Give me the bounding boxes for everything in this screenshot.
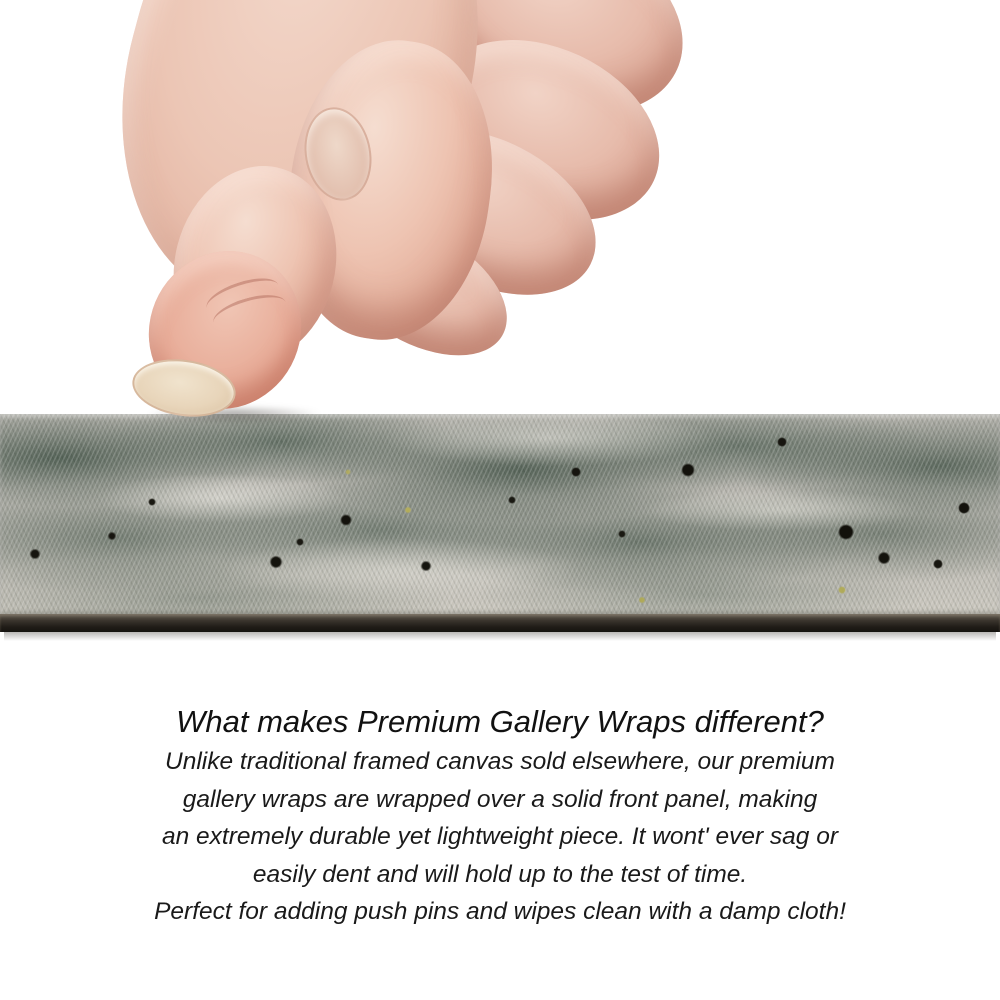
marketing-line: an extremely durable yet lightweight piece. It wont' ever sag or [161,823,839,850]
marketing-line: Perfect for adding push pins and wipes clean with a damp cloth! [154,898,846,925]
marketing-line: gallery wraps are wrapped over a solid front panel, making [182,785,818,813]
marketing-copy [0,701,1000,931]
canvas-edge-strip [0,414,1000,642]
marketing-line: Unlike traditional framed canvas sold elsewhere, our premium [165,748,835,775]
canvas-weave-texture [0,414,1000,614]
panel-back-edge [0,614,1000,632]
marketing-heading: What makes Premium Gallery Wraps different? [176,704,824,739]
marketing-line: easily dent and will hold up to the test of time. [252,860,748,888]
hand-photo [0,0,1000,420]
panel-drop-shadow [4,632,996,641]
